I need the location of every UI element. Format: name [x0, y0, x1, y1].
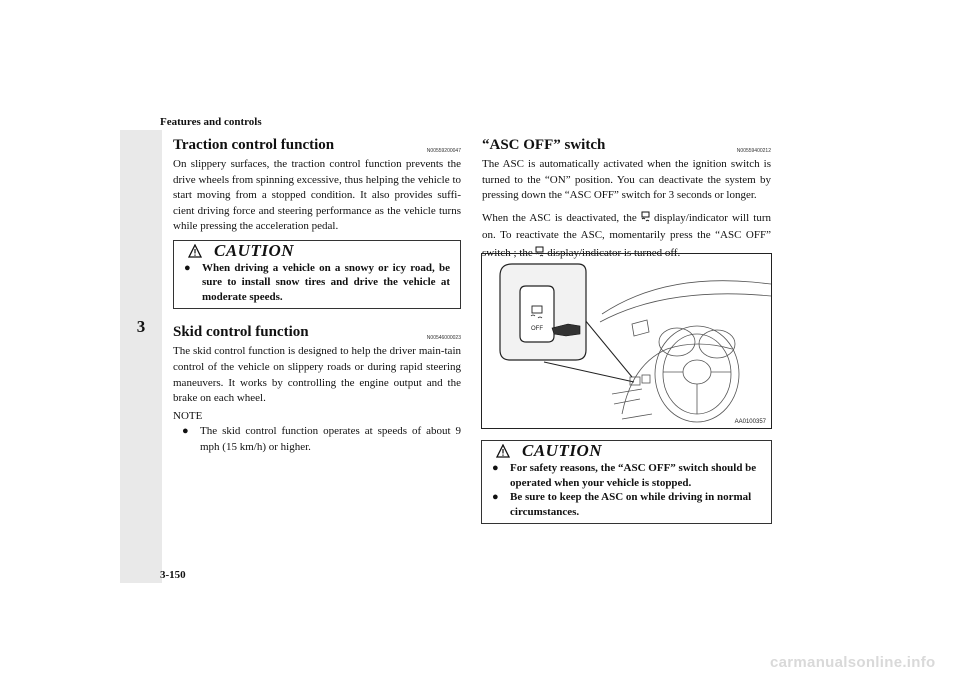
asc-text: The ASC is automatically activated when the ignition switch is turned to the “ON” position. You can deactivate the system by pressing down the “ASC OFF” switch for 3 seconds or longer. — [482, 158, 771, 202]
figure-label: AA0100357 — [734, 419, 766, 425]
bullet-dot-icon: ● — [492, 462, 499, 474]
switch-off-label: OFF — [531, 326, 543, 332]
caution-item — [492, 490, 761, 519]
note-item — [173, 424, 461, 455]
caution-item-text: When driving a vehicle on a snowy or icy road, be sure to install snow tires and drive the vehicle at moderate speeds. — [202, 261, 450, 303]
chapter-tab-number: 3 — [136, 317, 146, 336]
asc-heading-row — [482, 137, 771, 154]
left-column — [173, 137, 461, 456]
footer-watermark: carmanualsonline.info — [770, 654, 936, 671]
asc-code: N00559400212 — [736, 148, 771, 154]
caution-item — [492, 461, 761, 490]
caution-header-2 — [482, 441, 771, 461]
page-number: 3-150 — [160, 569, 186, 581]
skid-code: N00546000023 — [426, 335, 461, 342]
caution-item-text: Be sure to keep the ASC on while driving in normal circumstances. — [510, 491, 752, 518]
warning-triangle-icon — [188, 244, 202, 258]
caution-body-2 — [482, 461, 771, 523]
dashboard-figure — [481, 253, 772, 429]
bullet-dot-icon: ● — [184, 261, 191, 274]
caution-header-1 — [174, 241, 460, 261]
caution-body-1 — [174, 261, 460, 309]
warning-triangle-icon — [496, 444, 510, 458]
skid-indicator-icon — [641, 211, 650, 223]
skid-heading: Skid control function — [173, 324, 309, 341]
right-column — [482, 137, 771, 262]
chapter-tab — [120, 130, 162, 583]
asc-text-2b: display/indicator will turn on. To reactivate the ASC, momentarily press the “ASC OFF” switch ; the — [482, 211, 771, 259]
bullet-dot-icon: ● — [182, 425, 189, 438]
traction-text: On slippery surfaces, the traction control function prevents the drive wheels from spinning excessive, thus helping the vehicle to start moving from a stopped condition. It also provides suffi-cient driving force and steering performance as the vehicle turns while pressing the acceleration pedal. — [173, 158, 461, 233]
caution-item-text: For safety reasons, the “ASC OFF” switch should be operated when your vehicle is stopped. — [510, 462, 757, 489]
caution-item — [184, 261, 450, 305]
asc-text-2c: display/indicator is turned off. — [547, 246, 681, 259]
running-header: Features and controls — [160, 116, 262, 128]
skid-text: The skid control function is designed to help the driver main-tain control of the vehicle on slippery roads or during rapid steering maneuvers. It works by controlling the engine output and the brake on each wheel. — [173, 345, 461, 405]
asc-text-2a: When the ASC is deactivated, the — [482, 211, 637, 224]
traction-code: N00559200047 — [426, 148, 461, 154]
traction-heading-row — [173, 137, 461, 154]
caution-box-2 — [481, 440, 772, 524]
asc-off-switch-callout — [500, 264, 586, 360]
caution-title-2: CAUTION — [522, 441, 603, 460]
caution-box-1 — [173, 240, 461, 310]
traction-heading: Traction control function — [173, 137, 335, 153]
caution-title-1: CAUTION — [214, 240, 295, 260]
note-item-text: The skid control function operates at speeds of about 9 mph (15 km/h) or higher. — [200, 425, 461, 454]
skid-heading-row — [173, 324, 461, 341]
asc-heading: “ASC OFF” switch — [482, 137, 606, 153]
note-label: NOTE — [173, 409, 203, 422]
bullet-dot-icon: ● — [492, 491, 499, 503]
dashboard-illustration — [482, 254, 771, 428]
